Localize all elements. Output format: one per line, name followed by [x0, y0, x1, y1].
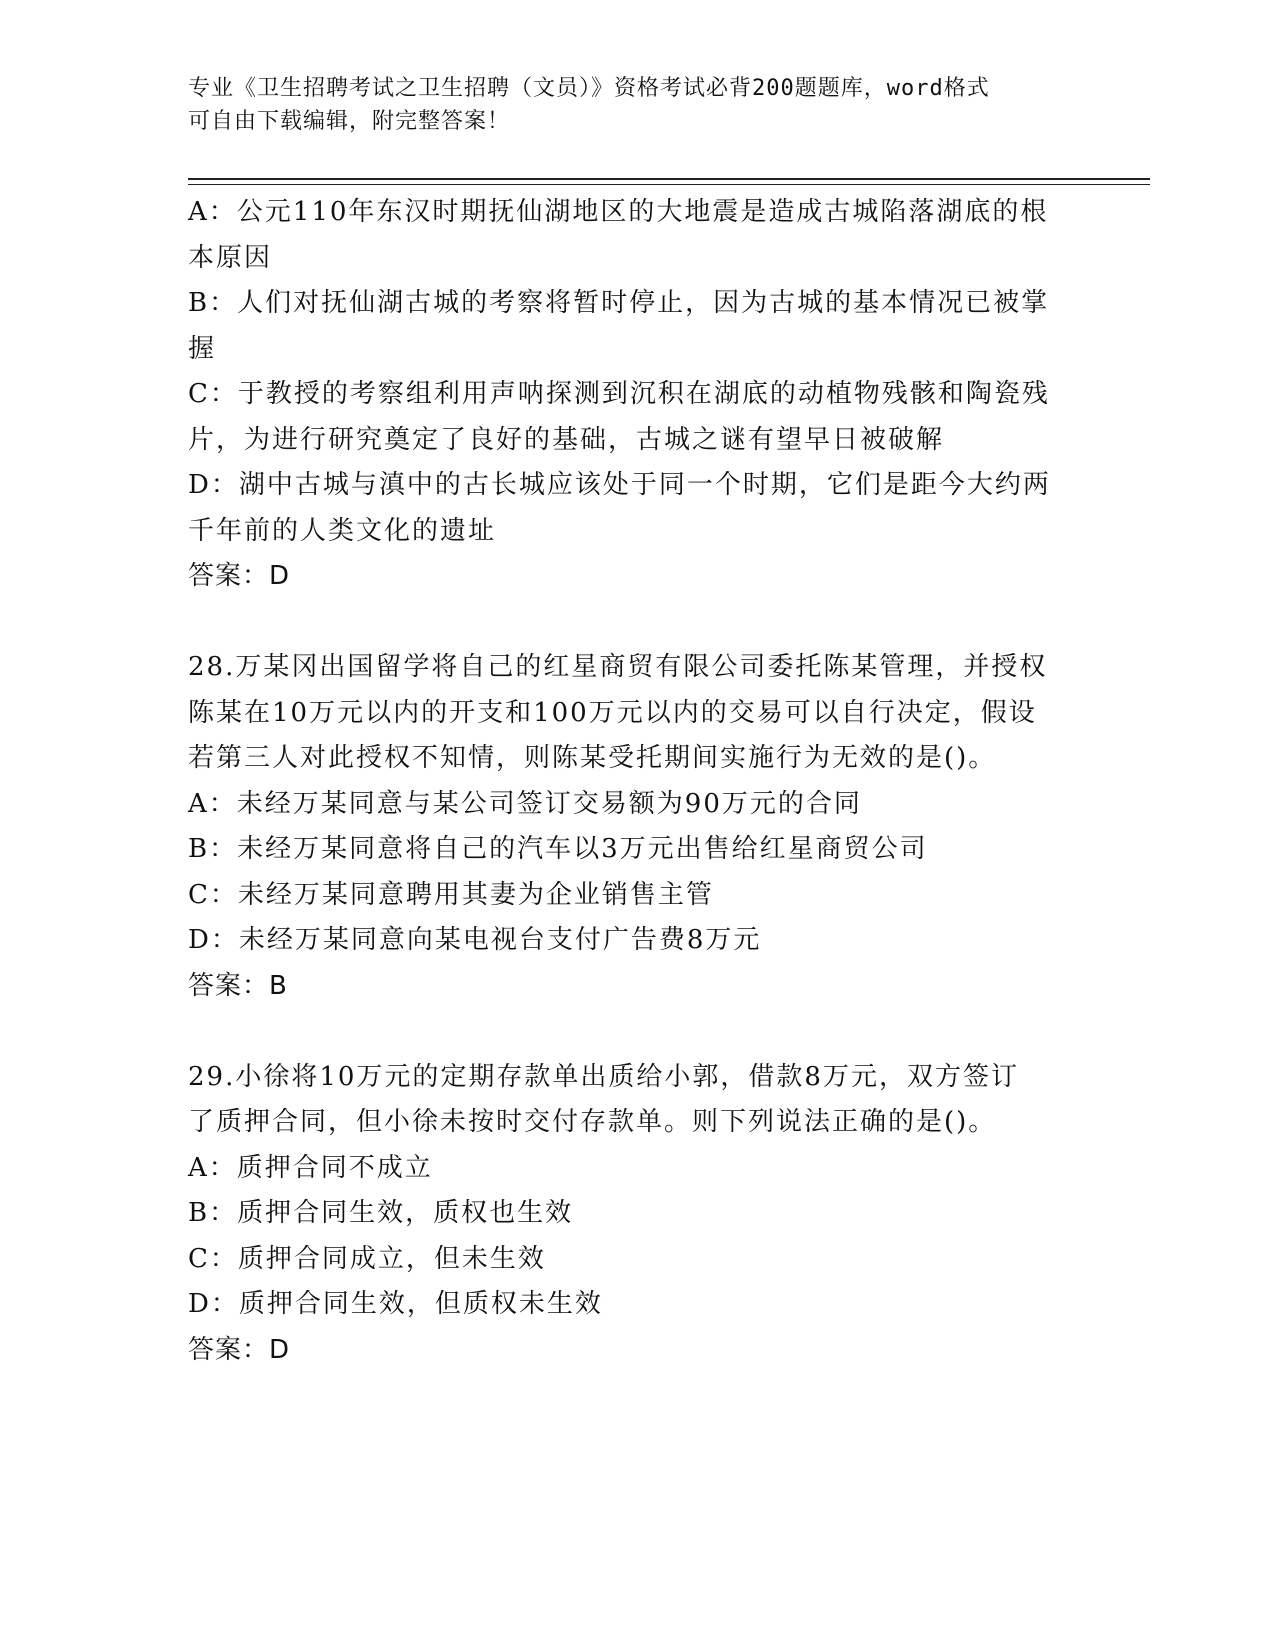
question-28 — [188, 645, 1078, 1009]
option-d-line-2: 千年前的人类文化的遗址 — [188, 515, 497, 546]
option-b: B：质押合同生效，质权也生效 — [188, 1198, 574, 1228]
header-line-1: 专业《卫生招聘考试之卫生招聘（文员）》资格考试必背200题题库，word格式 — [188, 76, 990, 101]
question-28-line-3: 若第三人对此授权不知情，则陈某受托期间实施行为无效的是()。 — [188, 743, 997, 773]
option-c-line-2: 片，为进行研究奠定了良好的基础，古城之谜有望早日被破解 — [188, 424, 945, 455]
question-27-options — [188, 190, 1078, 600]
document-header — [188, 72, 1088, 138]
question-29-line-1: 29.小徐将10万元的定期存款单出质给小郭，借款8万元，双方签订 — [188, 1061, 1019, 1092]
answer-29: 答案：D — [188, 1334, 291, 1365]
option-b-line-2: 握 — [188, 333, 217, 364]
option-a-line-1: A：公元110年东汉时期抚仙湖地区的大地震是造成古城陷落湖底的根 — [188, 197, 1049, 227]
question-29 — [188, 1055, 1078, 1374]
option-b: B：未经万某同意将自己的汽车以3万元出售给红星商贸公司 — [188, 834, 928, 864]
option-d-line-1: D：湖中古城与滇中的古长城应该处于同一个时期，它们是距今大约两 — [188, 470, 1051, 500]
header-divider-thick — [188, 178, 1150, 180]
option-d: D：质押合同生效，但质权未生效 — [188, 1289, 603, 1319]
spacer — [188, 1009, 1078, 1055]
question-29-line-2: 了质押合同，但小徐未按时交付存款单。则下列说法正确的是()。 — [188, 1107, 997, 1137]
answer-28: 答案：B — [188, 970, 288, 1001]
option-a-line-2: 本原因 — [188, 242, 273, 273]
question-28-line-2: 陈某在10万元以内的开支和100万元以内的交易可以自行决定，假设 — [188, 697, 1037, 728]
answer-27: 答案：D — [188, 561, 291, 591]
option-a: A：质押合同不成立 — [188, 1152, 433, 1183]
question-content — [188, 190, 1078, 1373]
option-b-line-1: B：人们对抚仙湖古城的考察将暂时停止，因为古城的基本情况已被掌 — [188, 288, 1050, 318]
option-a: A：未经万某同意与某公司签订交易额为90万元的合同 — [188, 788, 862, 819]
option-c: C：质押合同成立，但未生效 — [188, 1243, 546, 1274]
option-d: D：未经万某同意向某电视台支付广告费8万元 — [188, 925, 762, 955]
spacer — [188, 600, 1078, 646]
option-c-line-1: C：于教授的考察组利用声呐探测到沉积在湖底的动植物残骸和陶瓷残 — [188, 379, 1050, 409]
header-line-2: 可自由下载编辑，附完整答案！ — [188, 109, 511, 134]
question-28-line-1: 28.万某冈出国留学将自己的红星商贸有限公司委托陈某管理，并授权 — [188, 652, 1048, 682]
header-divider-thin — [188, 184, 1150, 185]
option-c: C：未经万某同意聘用其妻为企业销售主管 — [188, 879, 714, 910]
